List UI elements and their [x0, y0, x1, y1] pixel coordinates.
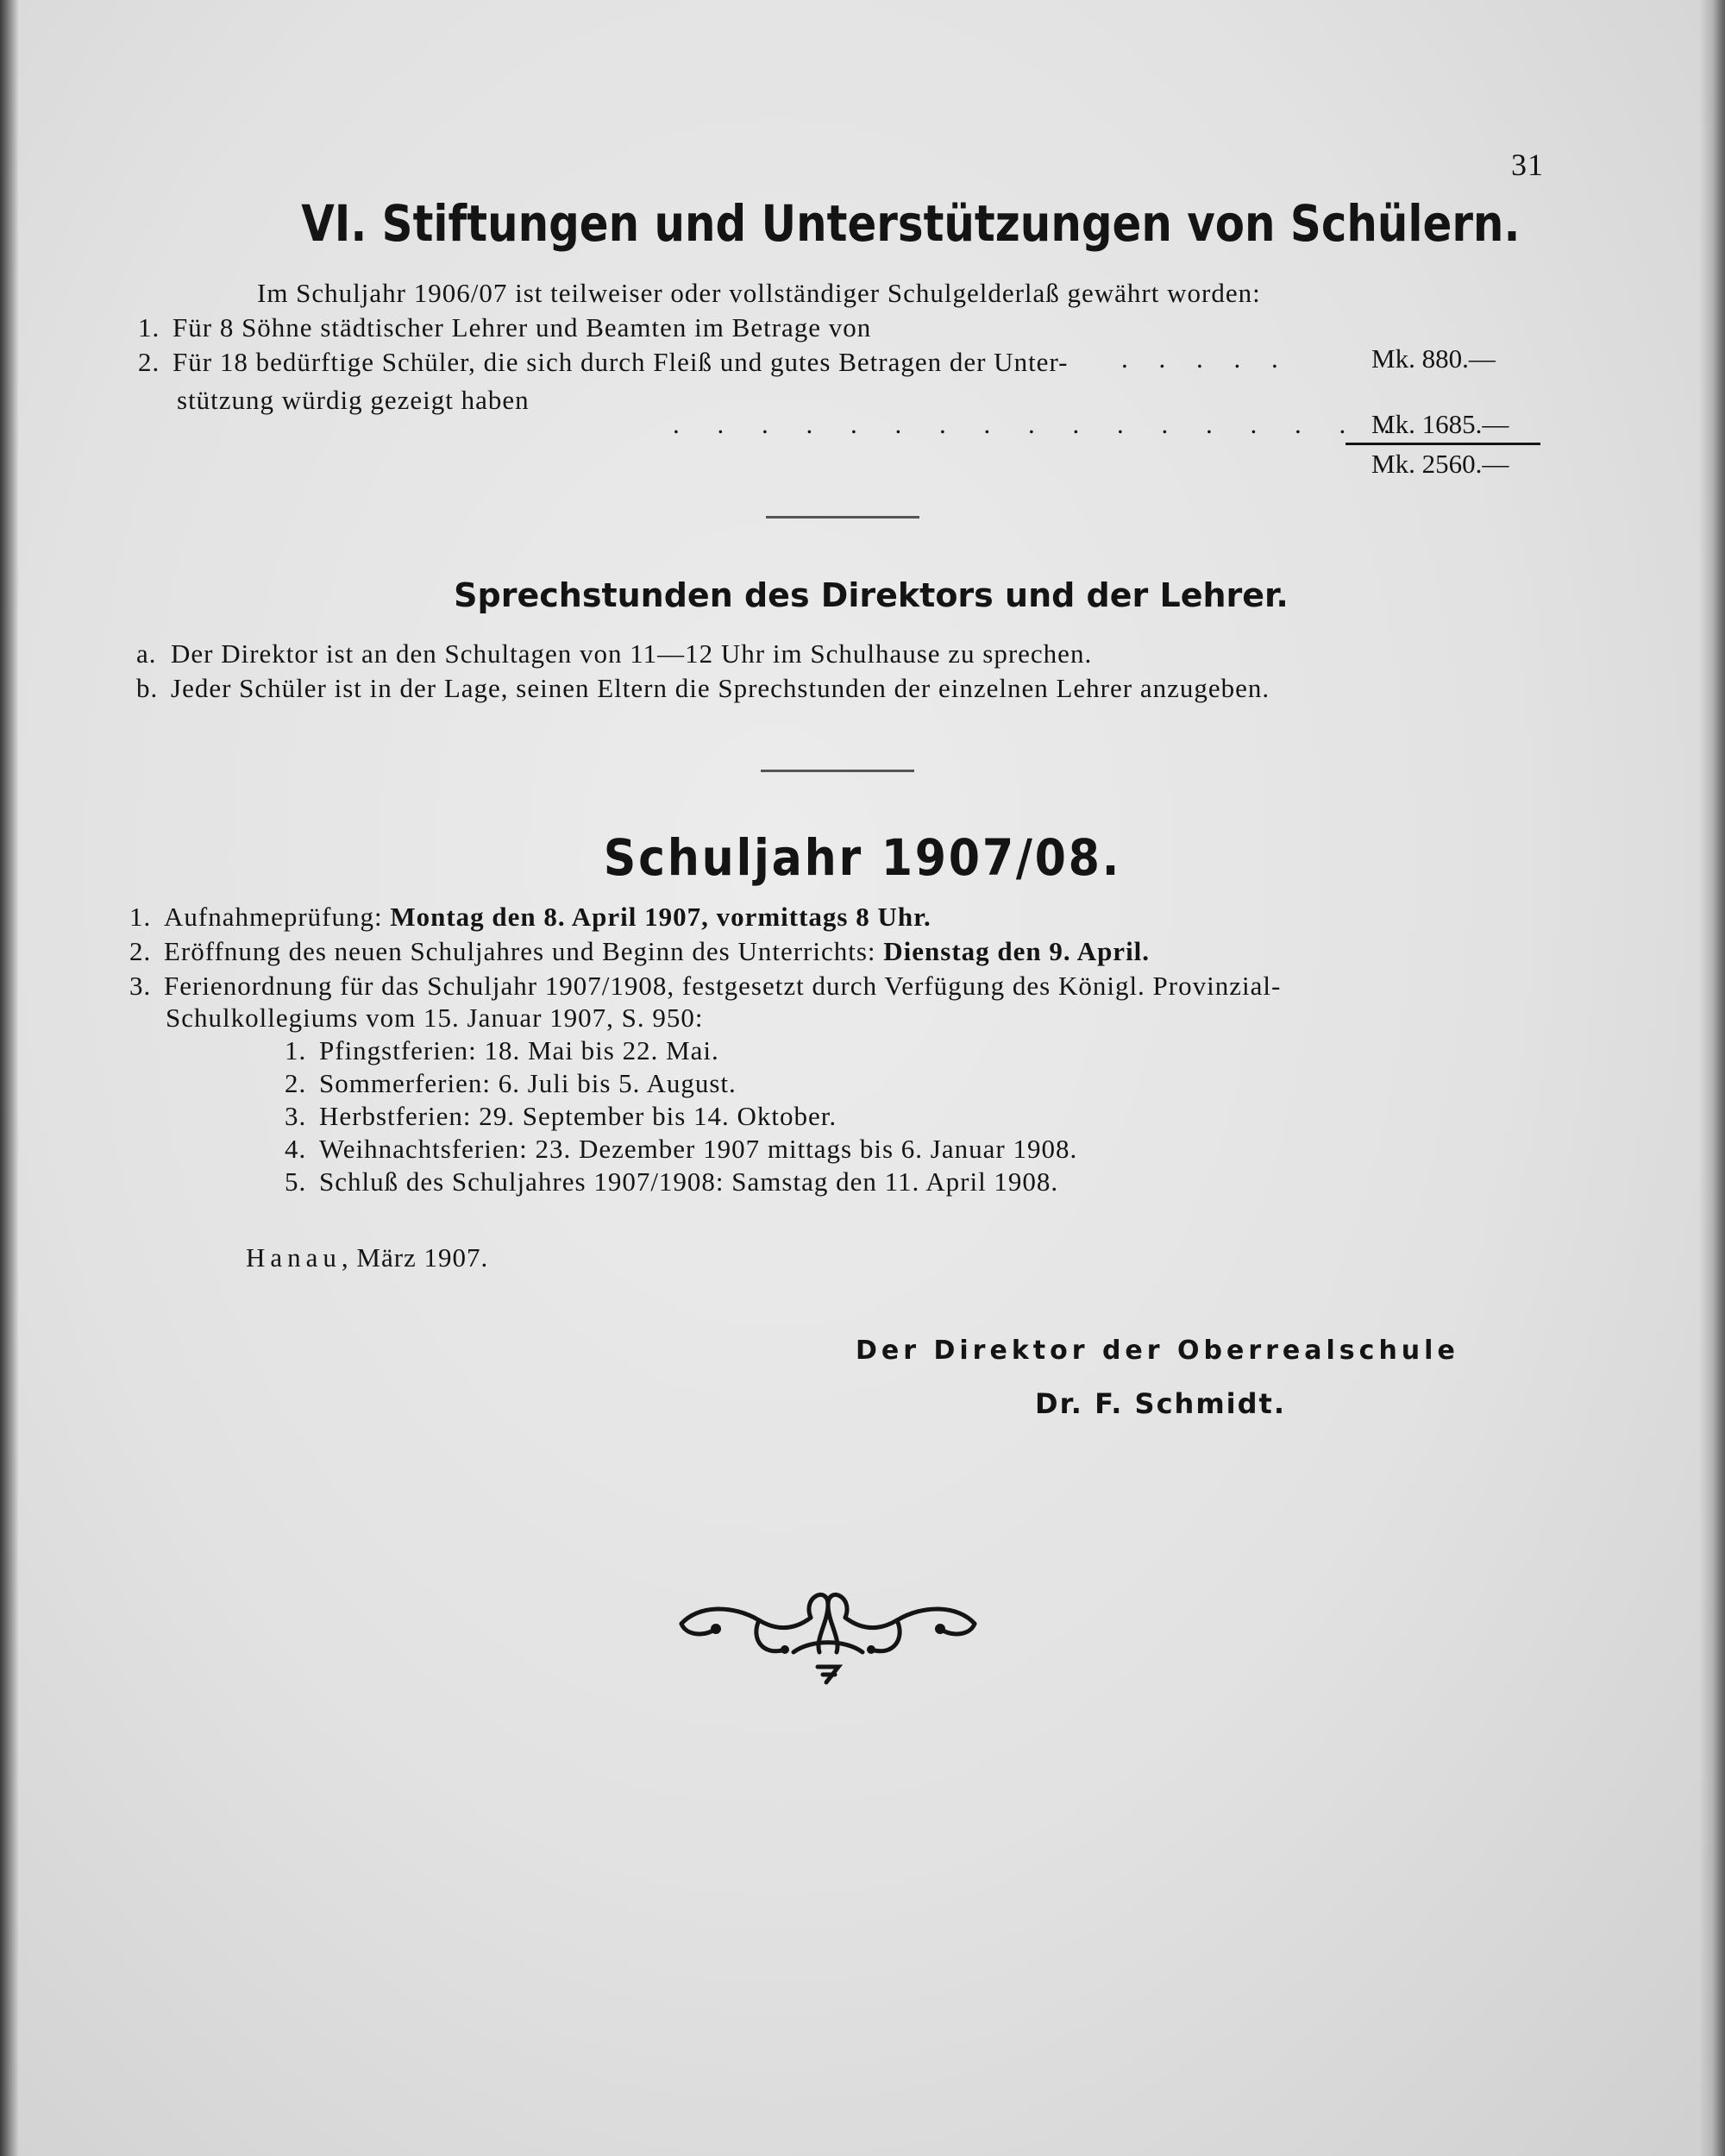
schuljahr-item-3-continuation: Schulkollegiums vom 15. Januar 1907, S. 950:: [166, 1003, 704, 1033]
section-vi-item-1-amount: Mk. 880.—: [1371, 343, 1496, 374]
item-text: Pfingstferien: 18. Mai bis 22. Mai.: [319, 1035, 719, 1065]
item-text: Für 18 bedürftige Schüler, die sich durch Fleiß und gutes Betragen der Unter-: [172, 347, 1069, 377]
place-date: [246, 1242, 488, 1273]
signature-name: Dr. F. Schmidt.: [1035, 1387, 1286, 1420]
item-text: Sommerferien: 6. Juli bis 5. August.: [319, 1068, 737, 1098]
section-vi-title: VI. Stiftungen und Unterstützungen von Schülern.: [301, 194, 1521, 253]
item-number: 1.: [138, 312, 160, 343]
section-vi-total: Mk. 2560.—: [1371, 449, 1509, 479]
item-text: Herbstferien: 29. September bis 14. Oktober.: [319, 1101, 837, 1131]
sum-line: [1346, 443, 1540, 445]
section-vi-item-2-amount: Mk. 1685.—: [1371, 409, 1509, 439]
sprechstunden-item-b: [136, 673, 1270, 704]
ferien-item: [285, 1166, 1058, 1197]
scan-edge-left: [0, 0, 19, 2156]
schuljahr-item-3: [129, 971, 1281, 1002]
item-number: 2.: [138, 347, 160, 377]
place: Hanau: [246, 1242, 342, 1273]
item-text: Der Direktor ist an den Schultagen von 11—12 Uhr im Schulhause zu sprechen.: [171, 638, 1093, 669]
section-vi-item-1: [138, 312, 871, 343]
item-number: 1.: [285, 1035, 307, 1065]
item-text: Eröffnung des neuen Schuljahres und Beginn des Unterrichts:: [164, 936, 876, 966]
section-vi-item-2: [138, 347, 1068, 378]
item-label: b.: [136, 673, 159, 703]
divider-1: [766, 516, 919, 519]
item-text: Jeder Schüler ist in der Lage, seinen Eltern die Sprechstunden der einzelnen Lehrer anzugeben.: [171, 673, 1270, 703]
item-number: 5.: [285, 1166, 307, 1197]
item-text: Für 8 Söhne städtischer Lehrer und Beamten im Betrage von: [172, 312, 872, 343]
item-date: Dienstag den 9. April.: [883, 936, 1151, 966]
section-vi-intro: Im Schuljahr 1906/07 ist teilweiser oder vollständiger Schulgelderlaß gewährt worden:: [257, 278, 1261, 308]
item-label: a.: [136, 638, 157, 669]
ferien-item: [285, 1134, 1077, 1165]
art-nouveau-flourish-icon: [664, 1570, 992, 1691]
signature-title: Der Direktor der Oberrealschule: [856, 1336, 1459, 1366]
item-text: Aufnahmeprüfung:: [164, 902, 383, 932]
item-number: 2.: [285, 1068, 307, 1098]
item-text: Weihnachtsferien: 23. Dezember 1907 mittags bis 6. Januar 1908.: [319, 1134, 1078, 1164]
section-vi-item-2-leader: . . . . . . . . . . . . . . . . .: [673, 409, 1406, 439]
item-text: Ferienordnung für das Schuljahr 1907/1908, festgesetzt durch Verfügung des Königl. Provinzial-: [164, 971, 1282, 1001]
date: , März 1907.: [341, 1242, 489, 1273]
page-number: 31: [1511, 148, 1544, 182]
schuljahr-item-1: [129, 902, 932, 933]
divider-2: [761, 770, 914, 772]
schuljahr-item-2: [129, 936, 1150, 967]
scan-edge-right: [1699, 0, 1725, 2156]
ferien-item: [285, 1068, 737, 1099]
schuljahr-title: Schuljahr 1907/08.: [603, 828, 1122, 887]
item-date: Montag den 8. April 1907, vormittags 8 Uhr.: [390, 902, 932, 932]
item-number: 3.: [129, 971, 152, 1001]
item-number: 2.: [129, 936, 152, 966]
item-number: 3.: [285, 1101, 307, 1131]
ferien-item: [285, 1035, 719, 1066]
item-text: Schluß des Schuljahres 1907/1908: Samstag den 11. April 1908.: [319, 1166, 1059, 1197]
item-number: 1.: [129, 902, 152, 932]
section-vi-item-2-continuation: stützung würdig gezeigt haben: [177, 385, 530, 415]
sprechstunden-item-a: [136, 638, 1092, 669]
section-vi-item-1-leader: . . . . .: [1121, 343, 1290, 374]
item-number: 4.: [285, 1134, 307, 1164]
ferien-item: [285, 1101, 837, 1132]
sprechstunden-title: Sprechstunden des Direktors und der Lehrer.: [454, 576, 1289, 614]
